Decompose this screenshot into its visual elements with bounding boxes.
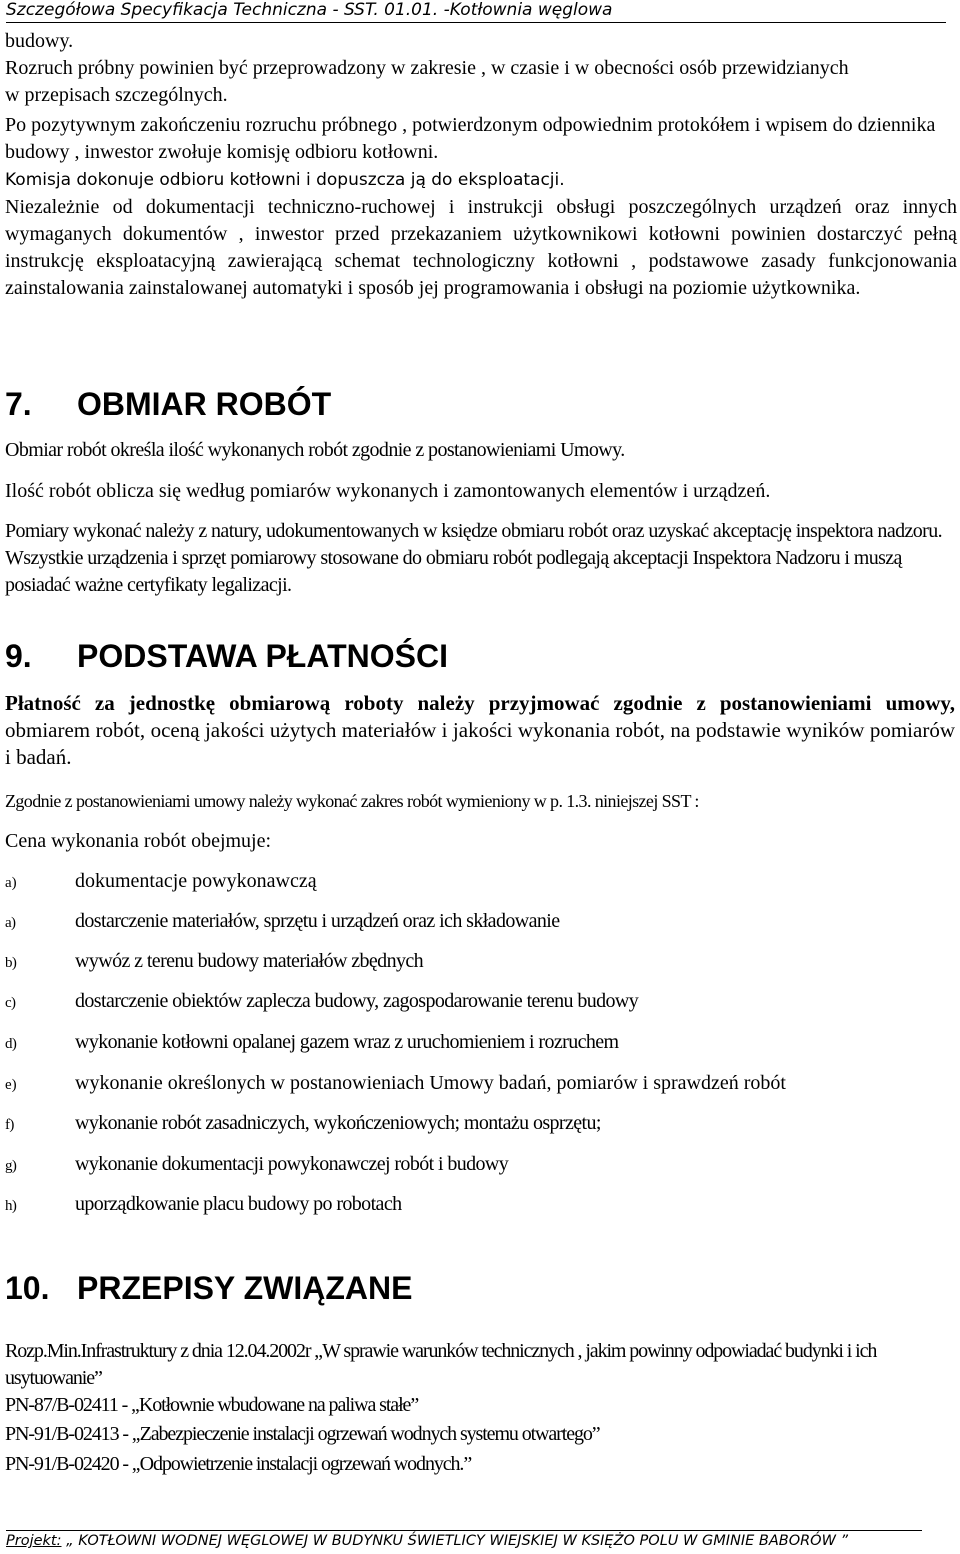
- list-item-text: wykonanie dokumentacji powykonawczej robót i budowy: [75, 1153, 509, 1175]
- list-item-letter: b): [5, 955, 17, 971]
- list-item-letter: c): [5, 995, 16, 1011]
- list-item: [5, 908, 955, 936]
- section-9-heading: [5, 638, 448, 674]
- regulation-ref: Rozp.Min.Infrastruktury z dnia 12.04.2002r ,,W sprawie warunków technicznych , jakim powinny odpowiadać budynki i ich usytuowanie”: [5, 1340, 877, 1389]
- list-item-letter: d): [5, 1036, 17, 1052]
- list-item-letter: a): [5, 875, 17, 891]
- section-number: 7.: [5, 386, 32, 422]
- section-9-p2: Zgodnie z postanowieniami umowy należy wykonać zakres robót wymieniony w p. 1.3. niniejszej SST :: [5, 791, 699, 811]
- intro-p1: budowy.: [5, 30, 74, 52]
- section-7-p1: Obmiar robót określa ilość wykonanych robót zgodnie z postanowieniami Umowy.: [5, 439, 625, 461]
- section-7-heading: [5, 386, 331, 422]
- section-number: 9.: [5, 638, 32, 674]
- section-9-p1: [5, 690, 955, 771]
- regulation-ref: PN-91/B-02420 - ,,Odpowietrzenie instalacji ogrzewań wodnych.”: [5, 1453, 472, 1475]
- intro-p2: Rozruch próbny powinien być przeprowadzony w zakresie , w czasie i w obecności osób przewidzianych w przepisach szczególnych.: [5, 57, 849, 106]
- section-9-p3: Cena wykonania robót obejmuje:: [5, 830, 272, 852]
- section-9-p1-bold: Płatność za jednostkę obmiarową roboty należy przyjmować zgodnie z postanowieniami umowy,: [5, 691, 955, 715]
- list-item: [5, 1191, 955, 1219]
- header-rule: [6, 22, 946, 23]
- list-item: [5, 948, 955, 976]
- section-9-p1-rest: obmiarem robót, oceną jakości użytych materiałów i jakości wykonania robót, na podstawie wyników pomiarów i badań.: [5, 718, 955, 769]
- footer-label: Projekt:: [6, 1533, 62, 1549]
- section-title: PODSTAWA PŁATNOŚCI: [77, 638, 448, 674]
- list-item-letter: a): [5, 915, 16, 931]
- intro-p3: Po pozytywnym zakończeniu rozruchu próbnego , potwierdzonym odpowiednim protokółem i wpisem do dziennika budowy , inwestor zwołuje komisję odbioru kotłowni.: [5, 114, 936, 163]
- section-number: 10.: [5, 1270, 50, 1306]
- list-item: [5, 1029, 955, 1057]
- list-item-letter: h): [5, 1198, 17, 1214]
- list-item: [5, 1151, 955, 1179]
- list-item-text: wykonanie kotłowni opalanej gazem wraz z uruchomieniem i rozruchem: [75, 1031, 619, 1053]
- list-item: [5, 868, 955, 896]
- section-7-p2: Ilość robót oblicza się według pomiarów wykonanych i zamontowanych elementów i urządzeń.: [5, 480, 771, 502]
- list-item: [5, 988, 955, 1016]
- section-10-heading: [5, 1270, 412, 1306]
- list-item-text: wykonanie określonych w postanowieniach Umowy badań, pomiarów i sprawdzeń robót: [75, 1072, 786, 1094]
- section-7-p3: Pomiary wykonać należy z natury, udokumentowanych w księdze obmiaru robót oraz uzyskać akceptację inspektora nadzoru. Wszystkie urządzenia i sprzęt pomiarowy stosowane do obmiaru robót podlegają akceptacji Inspektora Nadzoru i muszą posiadać ważne certyfikaty legalizacji.: [5, 520, 943, 596]
- section-title: PRZEPISY ZWIĄZANE: [77, 1270, 413, 1306]
- page-footer: [6, 1531, 956, 1551]
- intro-p4: Komisja dokonuje odbioru kotłowni i dopuszcza ją do eksploatacji.: [5, 170, 565, 190]
- list-item-text: dostarczenie obiektów zaplecza budowy, zagospodarowanie terenu budowy: [75, 990, 639, 1012]
- list-item-text: dokumentacje powykonawczą: [75, 870, 317, 892]
- list-item-letter: e): [5, 1077, 17, 1093]
- list-item-letter: f): [5, 1117, 14, 1133]
- list-item: [5, 1110, 955, 1138]
- list-item-text: wykonanie robót zasadniczych, wykończeniowych; montażu osprzętu;: [75, 1112, 601, 1134]
- list-item-text: wywóz z terenu budowy materiałów zbędnych: [75, 950, 424, 972]
- list-item-text: dostarczenie materiałów, sprzętu i urządzeń oraz ich składowanie: [75, 910, 560, 932]
- regulation-ref: PN-87/B-02411 - ,,Kotłownie wbudowane na paliwa stałe”: [5, 1394, 419, 1416]
- section-title: OBMIAR ROBÓT: [77, 386, 332, 422]
- page-header: Szczegółowa Specyfikacja Techniczna - SST. 01.01. -Kotłownia węglowa: [6, 0, 613, 20]
- regulation-ref: PN-91/B-02413 - ,,Zabezpieczenie instalacji ogrzewań wodnych systemu otwartego”: [5, 1423, 600, 1445]
- intro-p5: Niezależnie od dokumentacji techniczno-ruchowej i instrukcji obsługi poszczególnych urządzeń oraz innych wymaganych dokumentów , inwestor przed przekazaniem użytkownikowi kotłowni powinien dostarczyć pełną instrukcję eksploatacyjną zawierającą schemat technologiczny kotłowni , podstawowe zasady funkcjonowania zainstalowania zainstalowanej automatyki i sposób jej programowania i obsługi na poziomie użytkownika.: [5, 196, 957, 299]
- list-item-letter: g): [5, 1158, 17, 1174]
- footer-text: „ KOTŁOWNI WODNEJ WĘGLOWEJ W BUDYNKU ŚWIETLICY WIEJSKIEJ W KSIĘŻO POLU W GMINIE BABORÓW ”: [61, 1533, 849, 1549]
- list-item-text: uporządkowanie placu budowy po robotach: [75, 1193, 402, 1215]
- list-item: [5, 1070, 955, 1098]
